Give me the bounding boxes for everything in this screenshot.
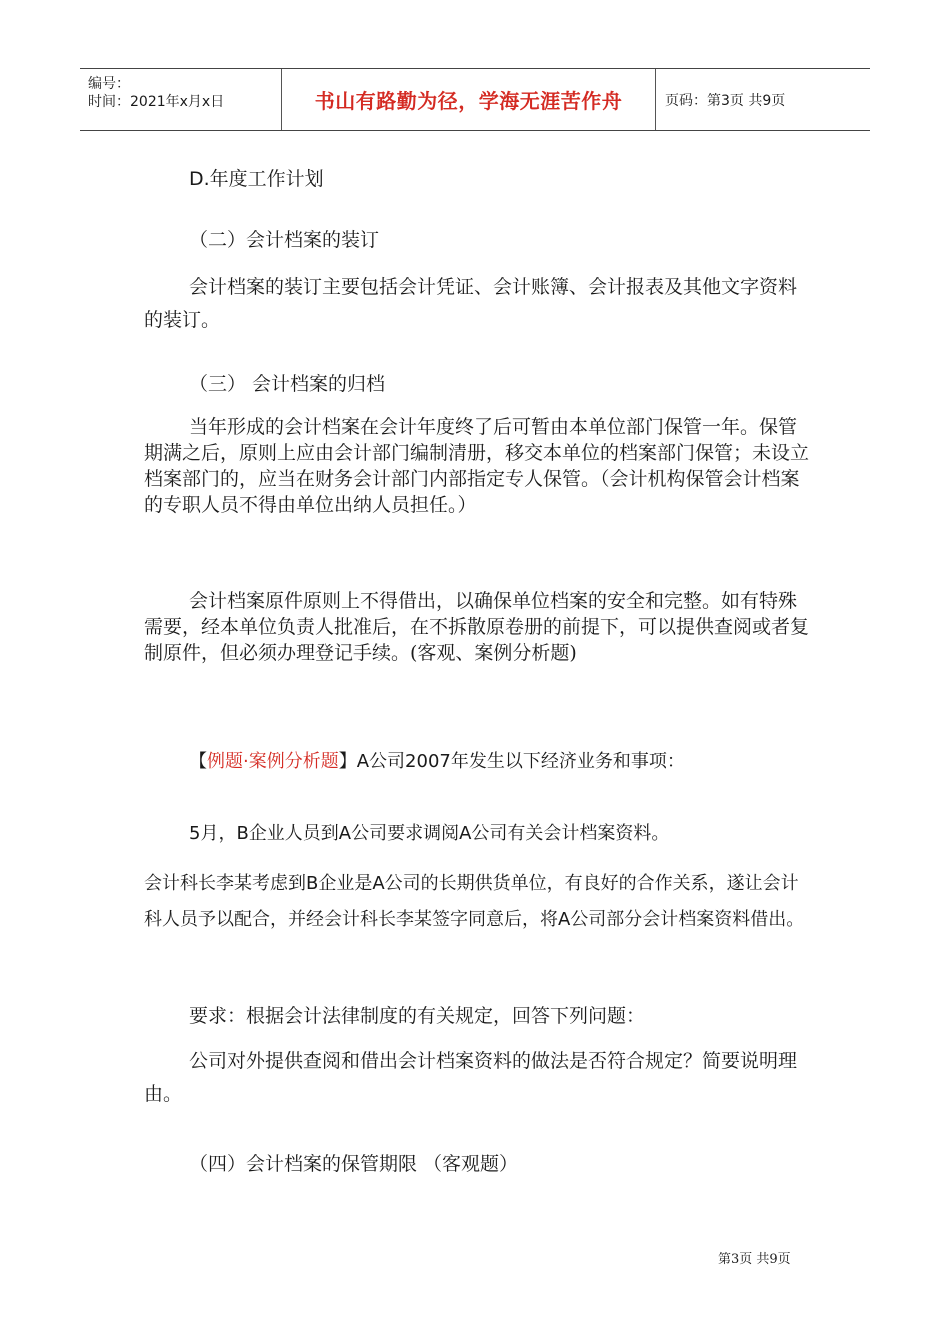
paragraph-question: 公司对外提供查阅和借出会计档案资料的做法是否符合规定？简要说明理由。 xyxy=(144,1050,798,1105)
header-motto-cell xyxy=(281,69,656,130)
section-heading-filing: （三） 会计档案的归档 xyxy=(189,373,386,395)
example-tag: 例题·案例分析题 xyxy=(207,751,339,772)
paragraph-requirement: 要求：根据会计法律制度的有关规定，回答下列问题： xyxy=(189,1005,646,1027)
paragraph-lending: 会计档案原件原则上不得借出，以确保单位档案的安全和完整。如有特殊需要，经本单位负责人批准后，在不拆散原卷册的前提下，可以提供查阅或者复制原件，但必须办理登记手续。(客观、案例分析题) xyxy=(144,590,810,664)
header-time-label: 时间：2021年x月x日 xyxy=(88,94,225,110)
paragraph-binding: 会计档案的装订主要包括会计凭证、会计账簿、会计报表及其他文字资料的装订。 xyxy=(144,276,798,331)
header-number-label: 编号： xyxy=(88,76,130,92)
header-motto: 书山有路勤为径，学海无涯苦作舟 xyxy=(314,89,623,113)
example-text: A公司2007年发生以下经济业务和事项： xyxy=(356,751,685,772)
page-footer: 第3页 共9页 xyxy=(718,1252,791,1267)
section-heading-retention: （四）会计档案的保管期限 （客观题） xyxy=(189,1153,519,1175)
paragraph-filing: 当年形成的会计档案在会计年度终了后可暂由本单位部门保管一年。保管期满之后，原则上应由会计部门编制清册，移交本单位的档案部门保管；未设立档案部门的，应当在财务会计部门内部指定专人保管。（会计机构保管会计档案的专职人员不得由单位出纳人员担任。） xyxy=(144,416,810,516)
page-header xyxy=(80,68,870,131)
example-heading xyxy=(144,745,809,778)
paragraph-option-d: D.年度工作计划 xyxy=(189,168,324,190)
paragraph-case-may: 5月，B企业人员到A公司要求调阅A公司有关会计档案资料。 xyxy=(189,823,670,844)
example-bracket-close: 】 xyxy=(338,751,357,772)
header-meta xyxy=(80,69,280,130)
example-bracket-open: 【 xyxy=(189,751,207,772)
paragraph-case-detail: 会计科长李某考虑到B企业是A公司的长期供货单位，有良好的合作关系，遂让会计科人员予以配合，并经会计科长李某签字同意后，将A公司部分会计档案资料借出。 xyxy=(144,873,805,930)
section-heading-binding: （二）会计档案的装订 xyxy=(189,229,380,251)
header-page-label: 页码：第3页 共9页 xyxy=(665,92,786,109)
